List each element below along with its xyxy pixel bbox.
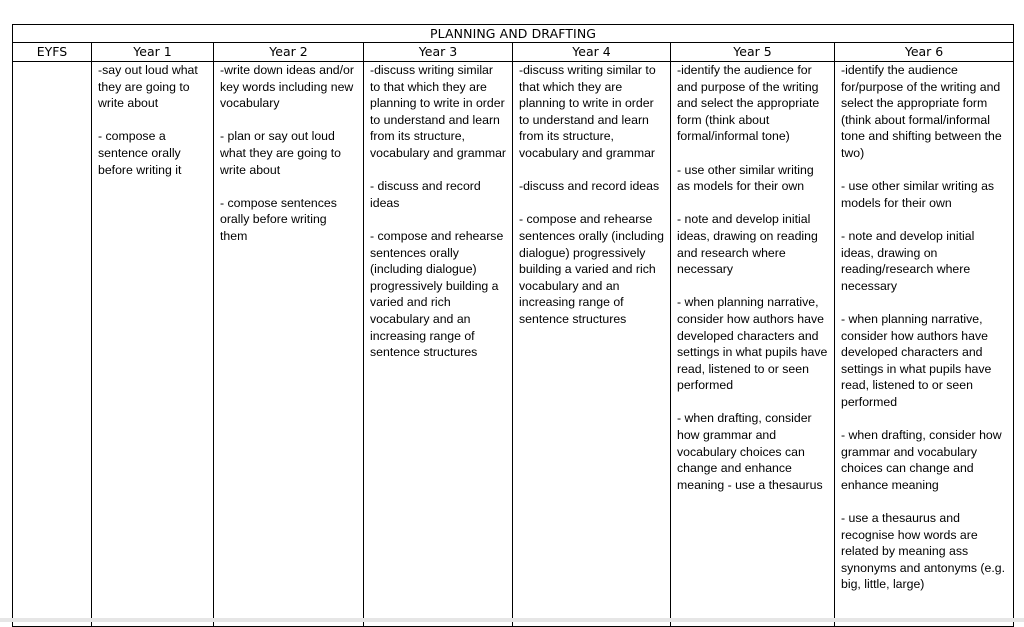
year-1-item: -say out loud what they are going to write about — [98, 63, 198, 111]
column-header-year-2: Year 2 — [214, 43, 364, 62]
header-row — [13, 43, 1014, 62]
year-6-item: - use other similar writing as models for their own — [841, 179, 995, 210]
year-6-item: - use a thesaurus and recognise how words are related by meaning ass synonyms and antonyms (e.g. big, little, large) — [841, 511, 1006, 592]
column-header-year-3: Year 3 — [364, 43, 513, 62]
cell-year-2 — [214, 62, 364, 627]
year-5-item: -identify the audience for and purpose of the writing and select the appropriate form (think about formal/informal tone) — [677, 63, 820, 144]
year-2-item: - plan or say out loud what they are going to write about — [220, 129, 341, 177]
column-header-eyfs: EYFS — [13, 43, 92, 62]
year-3-item: - discuss and record ideas — [370, 179, 481, 210]
column-header-year-6: Year 6 — [835, 43, 1014, 62]
year-6-item: - when drafting, consider how grammar and vocabulary choices can change and enhance meaning — [841, 428, 1002, 492]
cell-year-6 — [835, 62, 1014, 627]
column-header-year-1: Year 1 — [92, 43, 214, 62]
viewer-bottom-edge — [0, 618, 1024, 622]
year-6-item: - when planning narrative, consider how authors have developed characters and settings in what pupils have read, listened to or seen performed — [841, 311, 992, 409]
year-2-item: - compose sentences orally before writing them — [220, 195, 337, 243]
cell-year-5 — [671, 62, 835, 627]
document-page — [12, 24, 1013, 627]
content-row — [13, 62, 1014, 627]
year-3-item: - compose and rehearse sentences orally (including dialogue) progressively building a varied and rich vocabulary and an increasing range of sentence structures — [370, 228, 504, 360]
year-5-item: - when drafting, consider how grammar and vocabulary choices can change and enhance meaning - use a thesaurus — [677, 411, 823, 492]
year-4-item: -discuss and record ideas — [519, 179, 660, 194]
column-header-year-4: Year 4 — [513, 43, 671, 62]
year-6-item: -identify the audience for/purpose of the writing and select the appropriate form (think about formal/informal tone and shifting between the two) — [841, 63, 1002, 160]
year-5-item: - note and develop initial ideas, drawing on reading and research where necessary — [677, 212, 818, 277]
year-5-item: - when planning narrative, consider how authors have developed characters and settings in what pupils have read, listened to or seen performed — [677, 295, 828, 393]
year-1-item: - compose a sentence orally before writing it — [98, 129, 182, 177]
cell-year-1 — [92, 62, 214, 627]
column-header-year-5: Year 5 — [671, 43, 835, 62]
year-3-item: -discuss writing similar to that which they are planning to write in order to understand and learn from its structure, vocabulary and grammar — [370, 63, 507, 160]
year-5-item: - use other similar writing as models for their own — [677, 162, 814, 194]
title-row — [13, 25, 1014, 43]
year-4-item: - compose and rehearse sentences orally (including dialogue) progressively building a varied and rich vocabulary and an increasing range of sentence structures — [519, 212, 664, 326]
table-title: PLANNING AND DRAFTING — [13, 25, 1014, 43]
year-4-item: -discuss writing similar to that which they are planning to write in order to understand and learn from its structure, vocabulary and grammar — [519, 63, 656, 160]
year-6-item: - note and develop initial ideas, drawing on reading/research where necessary — [841, 228, 975, 293]
year-2-item: -write down ideas and/or key words including new vocabulary — [220, 63, 354, 111]
cell-year-4 — [513, 62, 671, 627]
planning-drafting-table — [12, 24, 1014, 627]
cell-year-3 — [364, 62, 513, 627]
cell-eyfs — [13, 62, 92, 627]
